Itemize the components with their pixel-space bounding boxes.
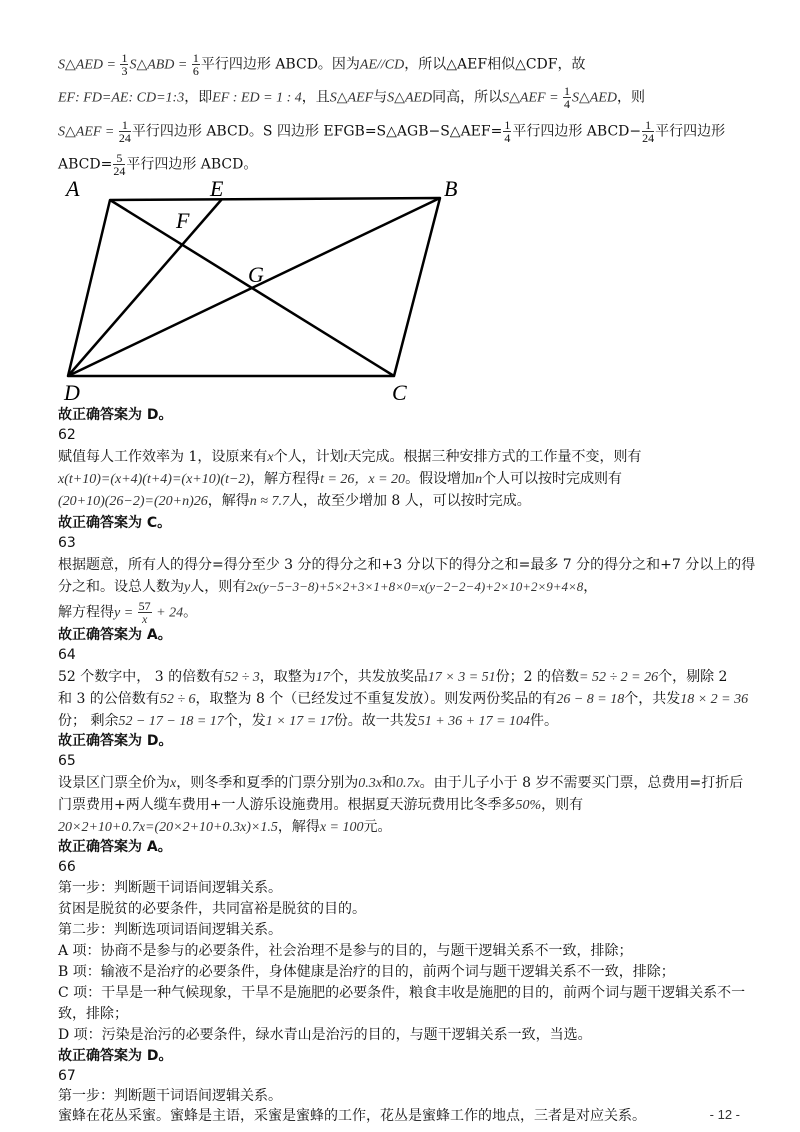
diagonal-ac	[110, 200, 394, 376]
q66-line: 第二步：判断选项词语间逻辑关系。	[58, 922, 282, 938]
answer-65: 故正确答案为 A。	[58, 839, 172, 855]
q65-line-2: 门票费用+两人缆车费用+一人游乐设施费用。根据夏天游玩费用比冬季多50%，则有	[58, 797, 584, 813]
q64-line-1: 52 个数字中， 3 的倍数有52 ÷ 3，取整为17个，共发放奖品17 × 3 = 51份；2 的倍数= 52 ÷ 2 = 26个，剔除 2	[58, 669, 728, 685]
label-e: E	[210, 178, 224, 201]
label-f: F	[176, 208, 190, 233]
fraction: $\frac{1}{4}$	[564, 84, 571, 111]
question-number-65: 65	[58, 753, 76, 769]
fraction: $\frac{57}{x}$	[138, 599, 151, 626]
question-number-62: 62	[58, 427, 76, 443]
question-number-64: 64	[58, 647, 76, 663]
solution-line-1: S△AED = $\frac{1}{3}$ S△ABD = $\frac{1}{6}$ 平行四边形 ABCD。因为AE//CD，所以△AEF相似△CDF，故	[58, 51, 586, 78]
answer-61: 故正确答案为 D。	[58, 407, 173, 423]
segment-de	[68, 199, 222, 376]
answer-63: 故正确答案为 A。	[58, 627, 172, 643]
q63-line-2: 分之和。设总人数为y人，则有2x(y−5−3−8)+5×2+3×1+8×0=x(y−2−2−4)+2×10+2×9+4×8，	[58, 579, 598, 595]
q66-line: 致，排除；	[58, 1006, 128, 1022]
label-a: A	[66, 178, 80, 201]
question-number-67: 67	[58, 1068, 76, 1084]
q63-line-1: 根据题意，所有人的得分=得分至少 3 分的得分之和+3 分以下的得分之和=最多 7 分的得分之和+7 分以上的得	[58, 557, 756, 573]
q67-line: 第一步：判断题干词语间逻辑关系。	[58, 1088, 282, 1104]
q62-line-3: (20+10)(26−2)=(20+n)26，解得n ≈ 7.7人，故至少增加 8 人，可以按时完成。	[58, 493, 531, 509]
fraction: $\frac{1}{24}$	[118, 118, 131, 145]
fraction: $\frac{5}{24}$	[113, 151, 126, 178]
q66-line: C 项：干旱是一种气候现象，干旱不是施肥的必要条件，粮食丰收是施肥的目的，前两个词与题干逻辑关系不一	[58, 985, 746, 1001]
question-number-63: 63	[58, 535, 76, 551]
answer-62: 故正确答案为 C。	[58, 515, 172, 531]
label-g: G	[248, 262, 264, 287]
parallelogram-figure	[58, 178, 488, 404]
answer-64: 故正确答案为 D。	[58, 733, 173, 749]
q66-line: 贫困是脱贫的必要条件，共同富裕是脱贫的目的。	[58, 901, 366, 917]
solution-line-4: ABCD= $\frac{5}{24}$ 平行四边形 ABCD。	[58, 151, 258, 178]
fraction: $\frac{1}{4}$	[504, 118, 511, 145]
label-c: C	[392, 380, 407, 404]
solution-line-2: EF: FD=AE: CD=1:3，即EF : ED = 1 : 4，且S△AEF与S△AED同高，所以S△AEF = $\frac{1}{4}$ S△AED，则	[58, 84, 646, 111]
q65-line-3: 20×2+10+0.7x=(20×2+10+0.3x)×1.5，解得x = 100元。	[58, 819, 392, 835]
label-d: D	[64, 380, 80, 404]
q65-line-1: 设景区门票全价为x，则冬季和夏季的门票分别为0.3x和0.7x。由于儿子小于 8 岁不需要买门票，总费用=打折后	[58, 775, 744, 791]
q66-line: B 项：输液不是治疗的必要条件，身体健康是治疗的目的，前两个词与题干逻辑关系不一致，排除；	[58, 964, 675, 980]
fraction: $\frac{1}{3}$	[121, 51, 128, 78]
q67-line: 蜜蜂在花丛采蜜。蜜蜂是主语，采蜜是蜜蜂的工作，花丛是蜜蜂工作的地点，三者是对应关系。	[58, 1108, 646, 1124]
fraction: $\frac{1}{6}$	[192, 51, 199, 78]
q66-line: A 项：协商不是参与的必要条件，社会治理不是参与的目的，与题干逻辑关系不一致，排除；	[58, 943, 633, 959]
diagonal-db	[68, 198, 440, 376]
q64-line-2: 和 3 的公倍数有52 ÷ 6，取整为 8 个（已经发过不重复发放）。则发两份奖品的有26 − 8 = 18个，共发18 × 2 = 36	[58, 691, 749, 707]
fraction: $\frac{1}{24}$	[642, 118, 655, 145]
solution-line-3: S△AEF = $\frac{1}{24}$ 平行四边形 ABCD。S 四边形 EFGB=S△AGB−S△AEF= $\frac{1}{4}$ 平行四边形 ABCD− $\frac{1}{24}$ 平行四边形	[58, 118, 726, 145]
q63-line-3: 解方程得y = $\frac{57}{x}$ + 24。	[58, 599, 198, 626]
page-number: - 12 -	[709, 1107, 740, 1122]
q62-line-1: 赋值每人工作效率为 1，设原来有x个人，计划t天完成。根据三种安排方式的工作量不变，则有	[58, 449, 642, 465]
q64-line-3: 份； 剩余52 − 17 − 18 = 17个，发1 × 17 = 17份。故一共发51 + 36 + 17 = 104件。	[58, 713, 559, 729]
q66-line: 第一步：判断题干词语间逻辑关系。	[58, 880, 282, 896]
question-number-66: 66	[58, 859, 76, 875]
q62-line-2: x(t+10)=(x+4)(t+4)=(x+10)(t−2)，解方程得t = 26，x = 20。假设增加n个人可以按时完成则有	[58, 471, 623, 487]
answer-66: 故正确答案为 D。	[58, 1048, 173, 1064]
label-b: B	[444, 178, 458, 201]
q66-line: D 项：污染是治污的必要条件，绿水青山是治污的目的，与题干逻辑关系一致，当选。	[58, 1027, 592, 1043]
